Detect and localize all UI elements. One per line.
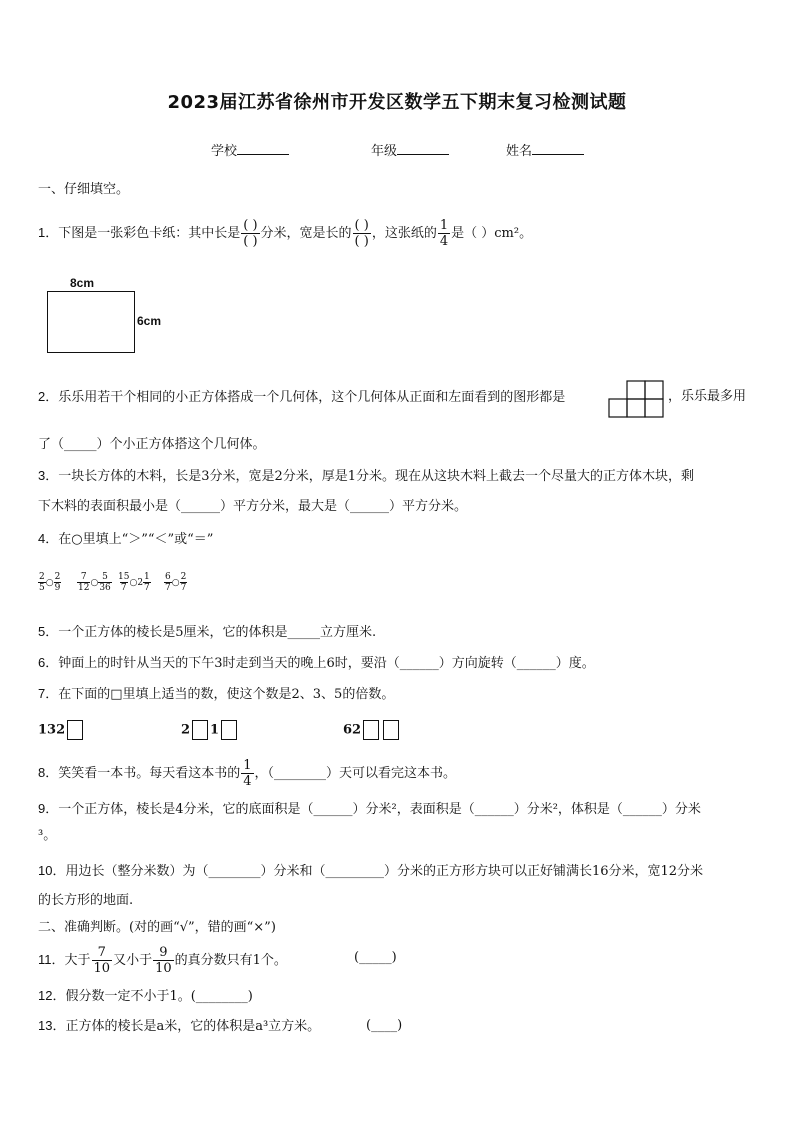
- rectangle-figure: [47, 291, 135, 353]
- q6-text: 钟面上的时针从当天的下午3时走到当天的晚上6时，要沿（______）方向旋转（______）度。: [58, 656, 595, 671]
- num: 2: [54, 572, 61, 582]
- q1-frac2-den: ( ): [354, 234, 369, 249]
- whole: 2: [137, 578, 144, 588]
- den: 9: [54, 583, 61, 593]
- compare-circle[interactable]: ○: [90, 578, 99, 588]
- q7-digit-box[interactable]: [192, 720, 208, 740]
- q7-number-3: [343, 720, 401, 740]
- num: 1: [243, 758, 252, 773]
- q1-text-b: 分米，宽是长的: [260, 226, 352, 241]
- q1-frac3-den: 4: [439, 234, 449, 249]
- q11-answer-blank[interactable]: (_____): [354, 950, 397, 965]
- school-label: 学校: [211, 144, 238, 159]
- rect-height-label: 6cm: [137, 314, 162, 328]
- num: 5: [102, 572, 108, 582]
- grade-field[interactable]: [371, 140, 449, 159]
- question-3-line-1: [38, 466, 694, 487]
- num: 1: [144, 572, 150, 582]
- question-number: 9．: [38, 801, 59, 816]
- q1-frac3-num: 1: [439, 218, 449, 233]
- question-2-line-2: 了（_____）个小正方体搭这个几何体。: [38, 437, 266, 452]
- num: 9: [159, 945, 168, 960]
- section-heading-1: 一、仔细填空。: [38, 182, 130, 197]
- page-title: 2023届江苏省徐州市开发区数学五下期末复习检测试题: [167, 92, 627, 113]
- den: 7: [144, 583, 150, 593]
- num: 6: [165, 572, 171, 582]
- question-number: 10．: [38, 863, 66, 878]
- question-number: 12．: [38, 988, 66, 1003]
- q4-compare-item-2[interactable]: [77, 572, 112, 593]
- den: 4: [243, 774, 252, 789]
- question-number: 13．: [38, 1018, 66, 1033]
- question-3-line-2: 下木料的表面积最小是（______）平方分米，最大是（______）平方分米。: [38, 499, 468, 514]
- num: 7: [97, 945, 106, 960]
- q4-compare-item-3[interactable]: [118, 572, 151, 593]
- q13-answer-blank[interactable]: (____): [366, 1018, 403, 1033]
- q1-text-a: 下图是一张彩色卡纸：其中长是: [58, 226, 241, 241]
- q7-digits: 2: [181, 722, 191, 738]
- school-blank[interactable]: [237, 142, 289, 155]
- question-9-line-2: ³。: [38, 828, 57, 843]
- q2-text-a: 乐乐用若干个相同的小正方体搭成一个几何体，这个几何体从正面和左面看到的图形都是: [58, 390, 566, 405]
- q10-text-a: 用边长（整分米数）为（________）分米和（_________）分米的正方形方块可以正好铺满长16分米，宽12分米: [65, 864, 704, 879]
- compare-circle[interactable]: ○: [45, 578, 54, 588]
- q9-text-a: 一个正方体，棱长是4分米，它的底面积是（______）分米²，表面积是（______）分米²，体积是（______）分米: [58, 802, 701, 817]
- question-8: [38, 758, 456, 789]
- num: 2: [180, 572, 187, 582]
- question-9-line-1: [38, 799, 701, 820]
- question-number: 3．: [38, 468, 59, 483]
- q7-digit-box[interactable]: [383, 720, 399, 740]
- school-field[interactable]: [211, 140, 289, 159]
- q1-fraction-3: [438, 218, 450, 249]
- q4-compare-item-4[interactable]: [164, 572, 187, 593]
- den: 7: [165, 583, 171, 593]
- q7-number-1: [38, 720, 85, 740]
- den: 10: [93, 961, 111, 976]
- q1-fraction-1[interactable]: [241, 218, 259, 249]
- question-2-line-1: [38, 387, 565, 408]
- q11-text-a: 大于: [64, 953, 91, 968]
- q8-text-b: ，（________）天可以看完这本书。: [254, 766, 457, 781]
- num: 15: [118, 572, 130, 582]
- q7-digits: 132: [38, 722, 66, 738]
- question-1: [38, 218, 532, 249]
- name-field[interactable]: [506, 140, 584, 159]
- grade-blank[interactable]: [397, 142, 449, 155]
- q4-text-a: 在○里填上“＞”“＜”或“＝”: [58, 532, 214, 547]
- q13-text: 正方体的棱长是a米，它的体积是a³立方米。: [65, 1019, 321, 1034]
- question-number: 11．: [38, 952, 65, 967]
- compare-circle[interactable]: ○: [129, 578, 138, 588]
- q11-fraction-2: [153, 945, 174, 976]
- question-6: [38, 653, 595, 674]
- q5-text: 一个正方体的棱长是5厘米，它的体积是_____立方厘米.: [58, 625, 377, 640]
- cube-view-figure: [608, 380, 666, 418]
- name-label: 姓名: [506, 144, 533, 159]
- q2-text-b: ，乐乐最多用: [668, 389, 747, 404]
- q7-number-2: [181, 720, 239, 740]
- question-10-line-1: [38, 861, 703, 882]
- question-5: [38, 622, 376, 643]
- question-7: [38, 684, 394, 705]
- q11-text-b: 又小于: [113, 953, 153, 968]
- q11-fraction-1: [92, 945, 113, 976]
- q7-digit-box[interactable]: [67, 720, 83, 740]
- question-4: [38, 529, 213, 550]
- den: 7: [120, 583, 127, 593]
- q1-frac2-num: ( ): [354, 218, 369, 233]
- question-number: 1．: [38, 225, 59, 240]
- q1-text-d: 是（ ）cm²。: [451, 226, 533, 241]
- q8-text-a: 笑笑看一本书。每天看这本书的: [58, 766, 241, 781]
- q4-compare-item-1[interactable]: [38, 572, 61, 593]
- q7-digits: 62: [343, 722, 362, 738]
- question-13: [38, 1016, 320, 1037]
- den: 36: [99, 583, 111, 593]
- num: 2: [39, 572, 45, 582]
- section-heading-2: 二、准确判断。(对的画“√”，错的画“×”): [38, 920, 276, 935]
- den: 7: [180, 583, 187, 593]
- question-10-line-2: 的长方形的地面.: [38, 893, 134, 908]
- q11-text-c: 的真分数只有1个。: [174, 953, 287, 968]
- rect-width-label: 8cm: [70, 276, 95, 290]
- question-12: [38, 986, 253, 1007]
- q3-text-a: 一块长方体的木料，长是3分米，宽是2分米，厚是1分米。现在从这块木料上截去一个尽量大的正方体木块，剩: [58, 469, 695, 484]
- question-number: 5．: [38, 624, 59, 639]
- num: 7: [80, 572, 87, 582]
- q8-fraction: [241, 758, 253, 789]
- question-number: 6．: [38, 655, 59, 670]
- den: 10: [155, 961, 172, 976]
- name-blank[interactable]: [532, 142, 584, 155]
- q1-frac1-den: ( ): [243, 234, 258, 249]
- q1-frac1-num: ( ): [243, 218, 258, 233]
- question-number: 2．: [38, 389, 59, 404]
- question-11: [38, 945, 287, 976]
- q12-text[interactable]: 假分数一定不小于1。(________): [65, 989, 253, 1004]
- grade-label: 年级: [371, 144, 398, 159]
- q7-digit-box[interactable]: [221, 720, 237, 740]
- q1-fraction-2[interactable]: [353, 218, 371, 249]
- q7-digit-box[interactable]: [363, 720, 379, 740]
- den: 12: [78, 583, 90, 593]
- q1-text-c: ，这张纸的: [371, 226, 437, 241]
- question-number: 4．: [38, 531, 59, 546]
- compare-circle[interactable]: ○: [171, 578, 180, 588]
- question-number: 7．: [38, 686, 59, 701]
- q7-digits: 1: [210, 722, 220, 738]
- question-number: 8．: [38, 765, 59, 780]
- q7-text: 在下面的□里填上适当的数，使这个数是2、3、5的倍数。: [58, 687, 395, 702]
- den: 5: [39, 583, 45, 593]
